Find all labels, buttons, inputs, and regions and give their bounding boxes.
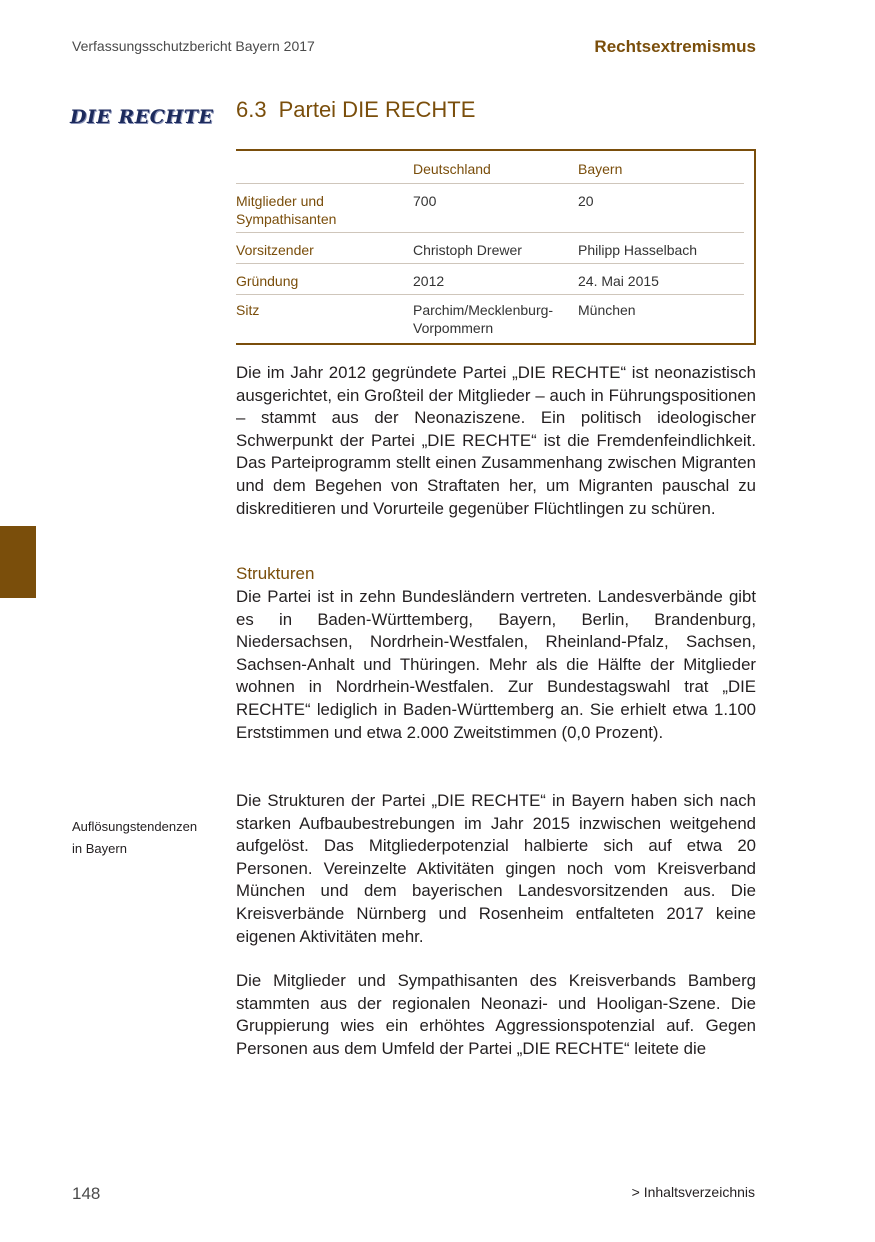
table-row: [236, 301, 744, 337]
row-label: Gründung: [236, 273, 299, 289]
die-rechte-logo: [70, 106, 214, 130]
table-header-row: [236, 160, 744, 184]
table-cell: 20: [578, 193, 594, 209]
section-title: Partei DIE RECHTE: [278, 97, 476, 122]
table-row: [236, 192, 744, 233]
body-paragraph-strukturen: Die Partei ist in zehn Bundesländern vertreten. Landesverbände gibt es in Baden-Württemberg, Bayern, Berlin, Brandenburg, Niedersachsen, Nordrhein-Westfalen, Rheinland-Pfalz, Sachsen, Sachsen-Anhalt und Thüringen. Mehr als die Hälfte der Mitglieder wohnen in Nordrhein-Westfalen. Zur Bundestagswahl trat „DIE RECHTE“ lediglich in Baden-Württemberg an. Sie erhielt etwa 1.100 Erststimmen und etwa 2.000 Zweitstimmen (0,0 Prozent).: [236, 587, 756, 742]
party-info-table: [236, 149, 756, 345]
logo-text: DIE RECHTE: [70, 106, 214, 128]
section-name: Rechtsextremismus: [594, 37, 756, 56]
table-of-contents-link[interactable]: > Inhaltsverzeichnis: [631, 1184, 755, 1200]
row-label: Vorsitzender: [236, 242, 314, 258]
row-label: Sitz: [236, 302, 260, 318]
table-cell: 700: [413, 193, 437, 209]
table-header-cell: Deutschland: [413, 161, 491, 177]
table-cell: Christoph Drewer: [413, 242, 522, 258]
page-number: 148: [72, 1184, 101, 1203]
margin-note: Auflösungstendenzen in Bayern: [72, 819, 198, 856]
document-title: Verfassungsschutzbericht Bayern 2017: [72, 38, 315, 54]
running-header: [72, 38, 756, 58]
subheading-strukturen: Strukturen: [236, 564, 315, 583]
body-paragraph-bamberg: Die Mitglieder und Sympathisanten des Kreisverbands Bamberg stammten aus der regionalen Neonazi- und Hooligan-Szene. Die Gruppierung wies ein erhöhtes Aggressionspotenzial auf. Gegen Personen aus dem Umfeld der Partei „DIE RECHTE“ leitete die: [236, 971, 756, 1058]
table-cell: München: [578, 302, 636, 318]
table-cell: Parchim/Mecklenburg-Vorpommern: [413, 302, 554, 336]
body-paragraph-bayern: Die Strukturen der Partei „DIE RECHTE“ in Bayern haben sich nach starken Aufbaubestrebungen im Jahr 2015 inzwischen weitgehend aufgelöst. Das Mitgliederpotenzial halbierte sich auf etwa 20 Personen. Vereinzelte Aktivitäten gingen noch vom Kreisverband München und dem bayerischen Landesvorsitzenden aus. Die Kreisverbände Nürnberg und Rosenheim entfalteten 2017 keine eigenen Aktivitäten mehr.: [236, 791, 756, 946]
table-row: [236, 272, 744, 295]
body-paragraph-intro: Die im Jahr 2012 gegründete Partei „DIE RECHTE“ ist neonazistisch ausgerichtet, ein Großteil der Mitglieder – auch in Führungspositionen – stammt aus der Neonaziszene. Ein politisch ideologischer Schwerpunkt der Partei „DIE RECHTE“ ist die Fremdenfeindlichkeit. Das Parteiprogramm stellt einen Zusammenhang zwischen Migranten und dem Begehen von Straftaten her, um Migranten pauschal zu diskreditieren und Vorurteile gegenüber Flüchtlingen zu schüren.: [236, 363, 756, 518]
table-cell: Philipp Hasselbach: [578, 242, 698, 258]
chapter-tab-marker: [0, 526, 36, 598]
table-cell: 2012: [413, 273, 445, 289]
table-cell: 24. Mai 2015: [578, 273, 659, 289]
table-row: [236, 241, 744, 264]
row-label: Mitglieder und Sympathisanten: [236, 193, 337, 227]
section-heading: [236, 97, 475, 123]
section-number: 6.3: [236, 97, 267, 122]
table-header-cell: Bayern: [578, 161, 623, 177]
